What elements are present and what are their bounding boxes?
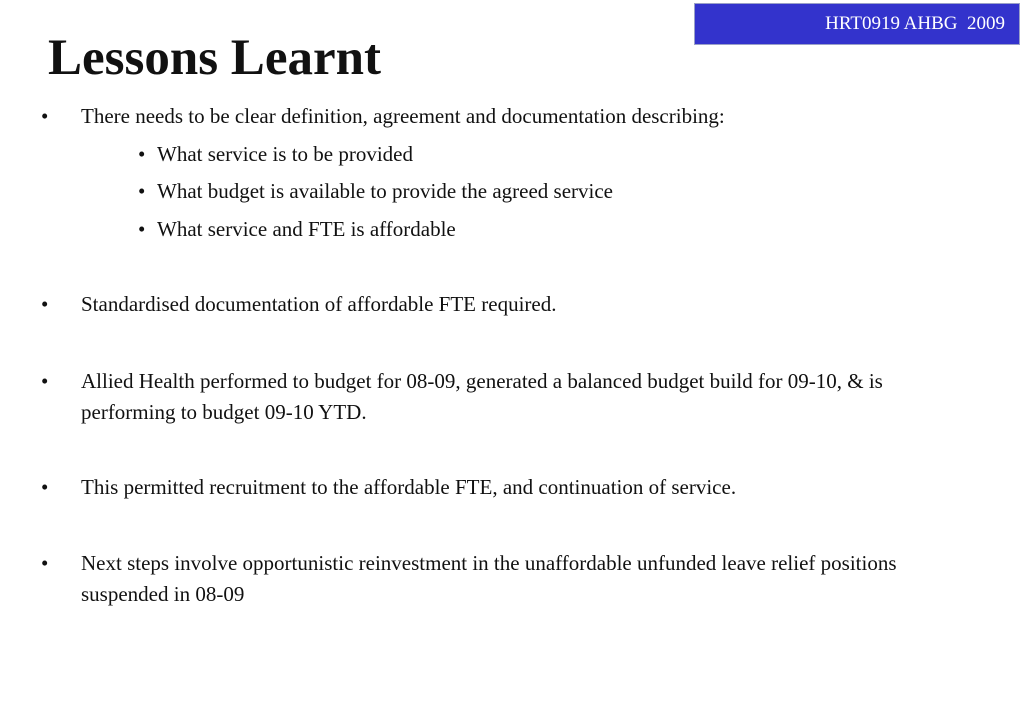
bullet-marker: • — [41, 104, 49, 128]
bullet-text: Standardised documentation of affordable FTE required. — [81, 292, 557, 316]
bullet-marker: • — [41, 292, 49, 316]
bullet-text: What budget is available to provide the agreed service — [157, 179, 613, 203]
bullet-text: Allied Health performed to budget for 08-09, generated a balanced budget build for 09-10, & is performing to budget 09-10 YTD. — [81, 369, 883, 424]
bullet-marker: • — [41, 475, 49, 499]
bullet-text: There needs to be clear definition, agreement and documentation describing: — [81, 104, 725, 128]
bullet-marker: • — [138, 217, 146, 241]
bullet-marker: • — [41, 369, 49, 393]
slide-title: Lessons Learnt — [48, 30, 381, 86]
bullet-marker: • — [138, 179, 146, 203]
bullet-text: What service and FTE is affordable — [157, 217, 456, 241]
bullet-text: Next steps involve opportunistic reinvestment in the unaffordable unfunded leave relief positions suspended in 08-09 — [81, 551, 897, 606]
bullet-text: What service is to be provided — [157, 142, 413, 166]
header-badge: HRT0919 AHBG 2009 — [694, 3, 1020, 45]
bullet-text: This permitted recruitment to the affordable FTE, and continuation of service. — [81, 475, 737, 499]
bullet-marker: • — [138, 142, 146, 166]
bullet-marker: • — [41, 551, 49, 575]
